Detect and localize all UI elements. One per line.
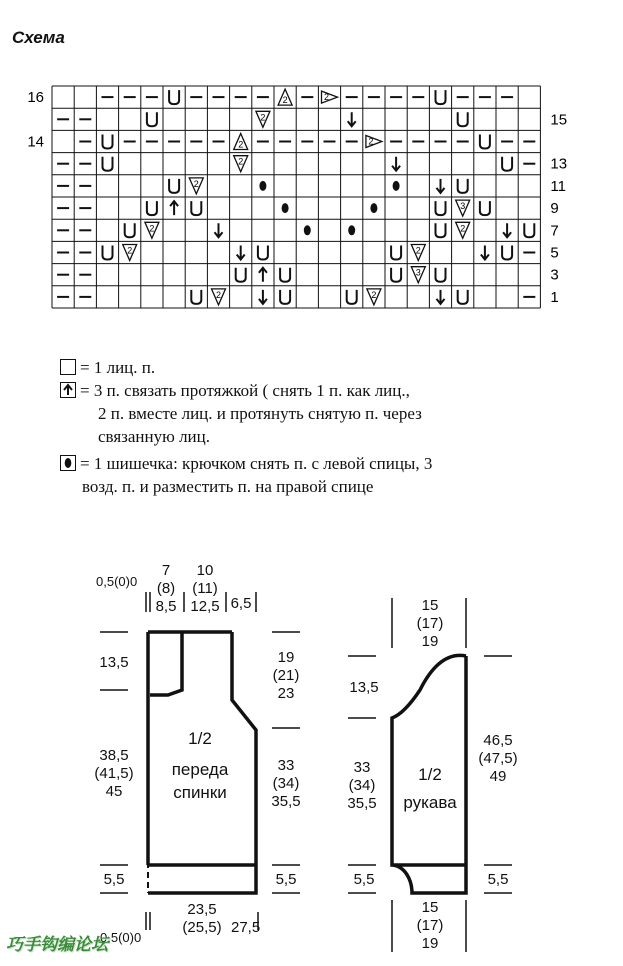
front-shoulder-w-0: 10 <box>196 562 214 579</box>
yarn-over-symbol <box>280 268 290 282</box>
yarn-over-symbol <box>436 268 446 282</box>
decrease-count: 3 <box>460 201 466 212</box>
row-label: 13 <box>550 155 568 173</box>
bobble-symbol <box>304 225 311 235</box>
yarn-over-symbol <box>458 179 468 193</box>
sleeve-bottom-w-2: 19 <box>421 935 439 952</box>
front-bottom-left: 0,5(0)0 <box>100 930 142 945</box>
sleeve-cap: 13,5 <box>349 679 379 696</box>
page-title: Схема <box>12 28 65 47</box>
yarn-over-symbol <box>480 201 490 215</box>
row-label: 15 <box>550 111 568 129</box>
legend-item-pass-over: = 3 п. связать протяжкой ( снять 1 п. как лиц., 2 п. вместе лиц. и протянуть снятую п. через связанную лиц. <box>60 379 422 448</box>
bobble-symbol <box>348 225 355 235</box>
bobble-symbol <box>259 181 266 191</box>
front-body-left-0: 38,5 <box>99 747 129 764</box>
up-arrow-symbol <box>259 268 267 282</box>
yarn-over-symbol <box>103 157 113 171</box>
decrease-count: 2 <box>371 289 377 300</box>
yarn-over-symbol <box>191 290 201 304</box>
legend-item-bobble: = 1 шишечка: крючком снять п. с левой спицы, 3 возд. п. и разместить п. на правой спице <box>60 452 432 498</box>
front-shoulder-w-2: 12,5 <box>190 598 220 615</box>
increase-count: 2 <box>238 139 244 150</box>
sleeve-right-2: 49 <box>489 768 507 785</box>
front-armhole-2: 23 <box>277 685 295 702</box>
yarn-over-symbol <box>258 246 268 260</box>
yarn-over-symbol <box>458 290 468 304</box>
front-body-right-0: 33 <box>277 757 295 774</box>
side-decrease-count: 2 <box>368 136 374 147</box>
row-label: 3 <box>550 266 559 284</box>
sleeve-label-0: 1/2 <box>418 765 442 784</box>
decrease-count: 2 <box>460 223 466 234</box>
bobble-icon <box>60 455 76 471</box>
sleeve-top-w-1: (17) <box>416 615 444 632</box>
yarn-over-symbol <box>502 246 512 260</box>
down-arrow-symbol <box>392 157 400 171</box>
sleeve-right-1: (47,5) <box>478 750 518 767</box>
front-armhole-0: 19 <box>277 649 295 666</box>
yarn-over-symbol <box>147 201 157 215</box>
front-rib-left: 5,5 <box>103 871 125 888</box>
up-arrow-symbol <box>170 201 178 215</box>
down-arrow-symbol <box>237 246 245 260</box>
side-decrease-count: 2 <box>323 92 330 103</box>
bobble-symbol <box>393 181 400 191</box>
yarn-over-symbol <box>236 268 246 282</box>
decrease-count: 2 <box>215 289 222 300</box>
front-top-left: 0,5(0)0 <box>96 574 138 589</box>
sleeve-label-1: рукава <box>403 793 457 812</box>
row-label: 7 <box>550 222 559 240</box>
front-bottom-w-0: 23,5 <box>187 901 217 918</box>
yarn-over-symbol <box>191 201 201 215</box>
increase-count: 2 <box>282 95 288 106</box>
front-label-2: спинки <box>173 783 227 802</box>
down-arrow-symbol <box>259 290 267 304</box>
down-arrow-symbol <box>437 290 445 304</box>
row-label: 9 <box>550 200 559 218</box>
yarn-over-symbol <box>436 90 446 104</box>
yarn-over-symbol <box>169 179 179 193</box>
sleeve-left-2: 35,5 <box>347 795 377 812</box>
front-body-right-1: (34) <box>272 775 300 792</box>
front-side-w: 6,5 <box>230 595 252 612</box>
decrease-count: 2 <box>193 178 199 189</box>
front-neck-w-0: 7 <box>161 562 171 579</box>
legend-item-knit: = 1 лиц. п. <box>60 356 155 379</box>
sleeve-top-w-2: 19 <box>421 633 439 650</box>
yarn-over-symbol <box>436 201 446 215</box>
sleeve-left-0: 33 <box>353 759 371 776</box>
decrease-count: 2 <box>260 112 266 123</box>
front-rib-right: 5,5 <box>275 871 297 888</box>
row-label: 5 <box>550 244 559 262</box>
front-body-left-2: 45 <box>105 783 123 800</box>
yarn-over-symbol <box>347 290 357 304</box>
yarn-over-symbol <box>280 290 290 304</box>
front-body-right-2: 35,5 <box>271 793 301 810</box>
row-label: 11 <box>550 177 566 195</box>
down-arrow-symbol <box>215 223 223 237</box>
down-arrow-symbol <box>348 112 356 126</box>
up-arrow-icon <box>60 382 76 398</box>
decrease-count: 3 <box>415 267 421 278</box>
down-arrow-symbol <box>481 246 489 260</box>
sleeve-right-0: 46,5 <box>483 732 513 749</box>
sleeve-bottom-w-1: (17) <box>416 917 444 934</box>
sleeve-rib-right: 5,5 <box>487 871 509 888</box>
yarn-over-symbol <box>103 246 113 260</box>
yarn-over-symbol <box>103 135 113 149</box>
front-label-1: переда <box>171 760 229 779</box>
decrease-count: 2 <box>149 223 155 234</box>
row-label: 16 <box>27 89 44 107</box>
front-body-left-1: (41,5) <box>94 765 134 782</box>
sleeve-top-w-0: 15 <box>421 597 439 614</box>
front-shoulder-w-1: (11) <box>192 580 218 597</box>
sleeve-left-1: (34) <box>348 777 376 794</box>
decrease-count: 2 <box>127 245 133 256</box>
watermark-logo: 巧手钩编论坛 <box>6 935 108 955</box>
front-bottom-w-1: (25,5) <box>182 919 222 936</box>
yarn-over-symbol <box>391 246 401 260</box>
knitting-chart <box>0 0 623 320</box>
front-bottom-w-2: 27,5 <box>231 919 261 936</box>
yarn-over-symbol <box>458 112 468 126</box>
front-neck-w-2: 8,5 <box>155 598 177 615</box>
yarn-over-symbol <box>125 223 135 237</box>
garment-schematics <box>0 540 623 966</box>
yarn-over-symbol <box>391 268 401 282</box>
front-armhole-1: (21) <box>272 667 300 684</box>
sleeve-rib-left: 5,5 <box>353 871 375 888</box>
sleeve-bottom-w-0: 15 <box>421 899 439 916</box>
front-neck-w-1: (8) <box>156 580 176 597</box>
bobble-symbol <box>370 203 377 213</box>
front-neck-depth: 13,5 <box>99 654 129 671</box>
yarn-over-symbol <box>147 112 157 126</box>
down-arrow-symbol <box>437 179 445 193</box>
yarn-over-symbol <box>436 223 446 237</box>
empty-box-icon <box>60 359 76 375</box>
yarn-over-symbol <box>169 90 179 104</box>
row-label: 14 <box>27 133 44 151</box>
row-label: 1 <box>550 288 559 306</box>
front-label-0: 1/2 <box>188 729 212 748</box>
decrease-count: 2 <box>238 156 244 167</box>
yarn-over-symbol <box>480 135 490 149</box>
yarn-over-symbol <box>502 157 512 171</box>
yarn-over-symbol <box>524 223 534 237</box>
down-arrow-symbol <box>503 223 511 237</box>
bobble-symbol <box>282 203 289 213</box>
decrease-count: 2 <box>415 245 421 256</box>
